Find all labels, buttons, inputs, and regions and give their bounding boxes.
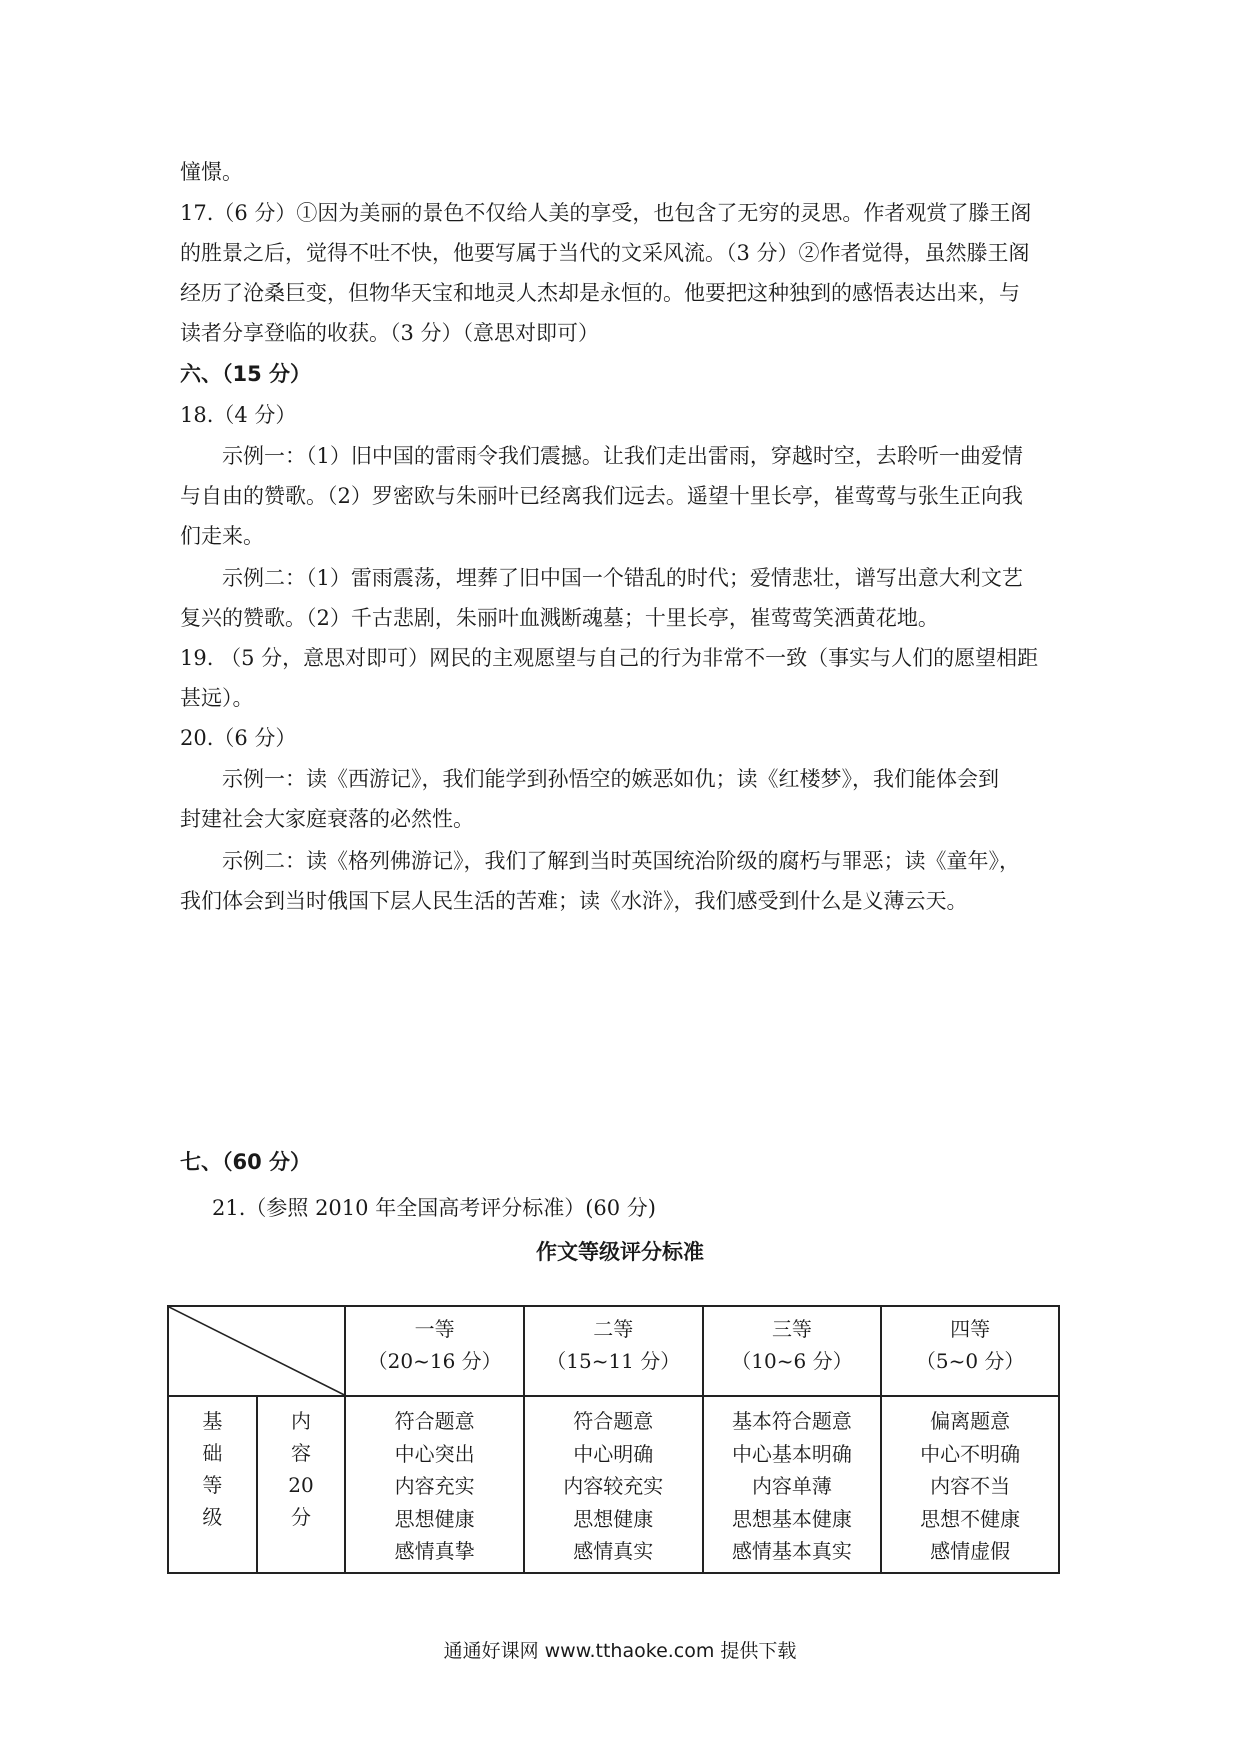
example-18-2-line-2: 复兴的赞歌。（2）千古悲剧，朱丽叶血溅断魂墓；十里长亭，崔莺莺笑洒黄花地。 [180,606,939,630]
grade-header-2 [524,1306,703,1396]
answer-18-heading: 18.（4 分） [180,403,297,427]
label-char: 级 [202,1505,223,1529]
example-20-1-line-2: 封建社会大家庭衰落的必然性。 [180,807,474,831]
example-18-1-line-3: 们走来。 [180,524,264,548]
criterion: 内容较充实 [563,1474,664,1498]
example-18-2-line-1: 示例二：（1）雷雨震荡，埋葬了旧中国一个错乱的时代；爱情悲壮，谱写出意大利文艺 [222,566,1023,590]
label-char: 内 [291,1409,312,1433]
section-7-heading: 七、（60 分） [180,1150,312,1174]
grade-range: （20~16 分） [367,1349,502,1373]
grade-range: （10~6 分） [731,1349,853,1373]
criterion: 中心明确 [573,1441,654,1466]
criterion: 内容不当 [930,1474,1011,1498]
label-char: 等 [202,1473,223,1497]
grade-name: 二等 [593,1317,634,1341]
example-20-1-line-1: 示例一：读《西游记》，我们能学到孙悟空的嫉恶如仇；读《红楼梦》，我们能体会到 [222,767,999,791]
grading-table [167,1305,1060,1574]
criterion: 思想不健康 [920,1506,1021,1531]
label-char: 分 [291,1505,312,1529]
table-header-row [168,1306,1059,1396]
grade-header-4 [881,1306,1059,1396]
answer-17-line-1: 17.（6 分）①因为美丽的景色不仅给人美的享受，也包含了无穷的灵思。作者观赏了滕王阁 [180,201,1032,225]
answer-19-line-1: 19. （5 分，意思对即可）网民的主观愿望与自己的行为非常不一致（事实与人们的愿望相距 [180,646,1039,670]
criterion: 思想健康 [573,1506,654,1531]
criterion: 符合题意 [573,1409,654,1433]
criterion: 符合题意 [394,1409,475,1433]
text-line: 憧憬。 [180,160,243,184]
page-footer: 通通好课网 www.tthaoke.com 提供下载 [443,1640,797,1662]
criterion: 思想健康 [394,1506,475,1531]
answer-19-line-2: 甚远）。 [180,686,254,710]
criterion: 基本符合题意 [731,1409,852,1433]
grade-header-3 [703,1306,882,1396]
diagonal-line [169,1307,344,1395]
criterion: 感情虚假 [930,1539,1011,1563]
criterion: 感情真实 [573,1539,654,1563]
criterion: 内容单薄 [751,1474,832,1498]
label-char: 础 [202,1441,223,1465]
answer-17-line-4: 读者分享登临的收获。（3 分）（意思对即可） [180,321,600,345]
answer-21-heading: 21.（参照 2010 年全国高考评分标准）(60 分) [212,1196,656,1220]
label-char: 20 [288,1473,314,1497]
criterion: 中心不明确 [920,1441,1021,1466]
grade-header-1 [345,1306,524,1396]
grade-name: 四等 [950,1317,991,1341]
section-6-heading: 六、（15 分） [180,362,312,386]
grade-range: （5~0 分） [915,1349,1025,1373]
criteria-grade-4 [881,1396,1059,1573]
table-row [168,1396,1059,1573]
grade-range: （15~11 分） [546,1349,681,1373]
label-char: 基 [202,1409,223,1433]
criterion: 中心基本明确 [731,1441,852,1466]
criterion: 思想基本健康 [731,1506,852,1531]
criteria-grade-2 [524,1396,703,1573]
example-18-1-line-1: 示例一：（1）旧中国的雷雨令我们震撼。让我们走出雷雨，穿越时空，去聆听一曲爱情 [222,444,1023,468]
content-label [257,1396,346,1573]
criterion: 感情真挚 [394,1539,475,1563]
example-20-2-line-1: 示例二：读《格列佛游记》，我们了解到当时英国统治阶级的腐朽与罪恶；读《童年》， [222,849,1020,873]
label-char: 容 [291,1441,312,1465]
criteria-grade-1 [345,1396,524,1573]
answer-20-heading: 20.（6 分） [180,726,297,750]
criterion: 感情基本真实 [731,1539,852,1563]
diagonal-header-cell [168,1306,345,1396]
grade-name: 三等 [771,1317,812,1341]
table-title: 作文等级评分标准 [536,1240,704,1264]
example-20-2-line-2: 我们体会到当时俄国下层人民生活的苦难；读《水浒》，我们感受到什么是义薄云天。 [180,889,968,913]
answer-17-line-2: 的胜景之后，觉得不吐不快，他要写属于当代的文采风流。（3 分）②作者觉得，虽然滕王阁 [180,241,1030,265]
criterion: 偏离题意 [930,1409,1011,1433]
criteria-grade-3 [703,1396,882,1573]
example-18-1-line-2: 与自由的赞歌。（2）罗密欧与朱丽叶已经离我们远去。遥望十里长亭，崔莺莺与张生正向我 [180,484,1023,508]
basic-level-label [168,1396,257,1573]
answer-17-line-3: 经历了沧桑巨变，但物华天宝和地灵人杰却是永恒的。他要把这种独到的感悟表达出来，与 [180,281,1020,305]
criterion: 中心突出 [394,1441,475,1466]
criterion: 内容充实 [394,1474,475,1498]
grade-name: 一等 [414,1317,455,1341]
